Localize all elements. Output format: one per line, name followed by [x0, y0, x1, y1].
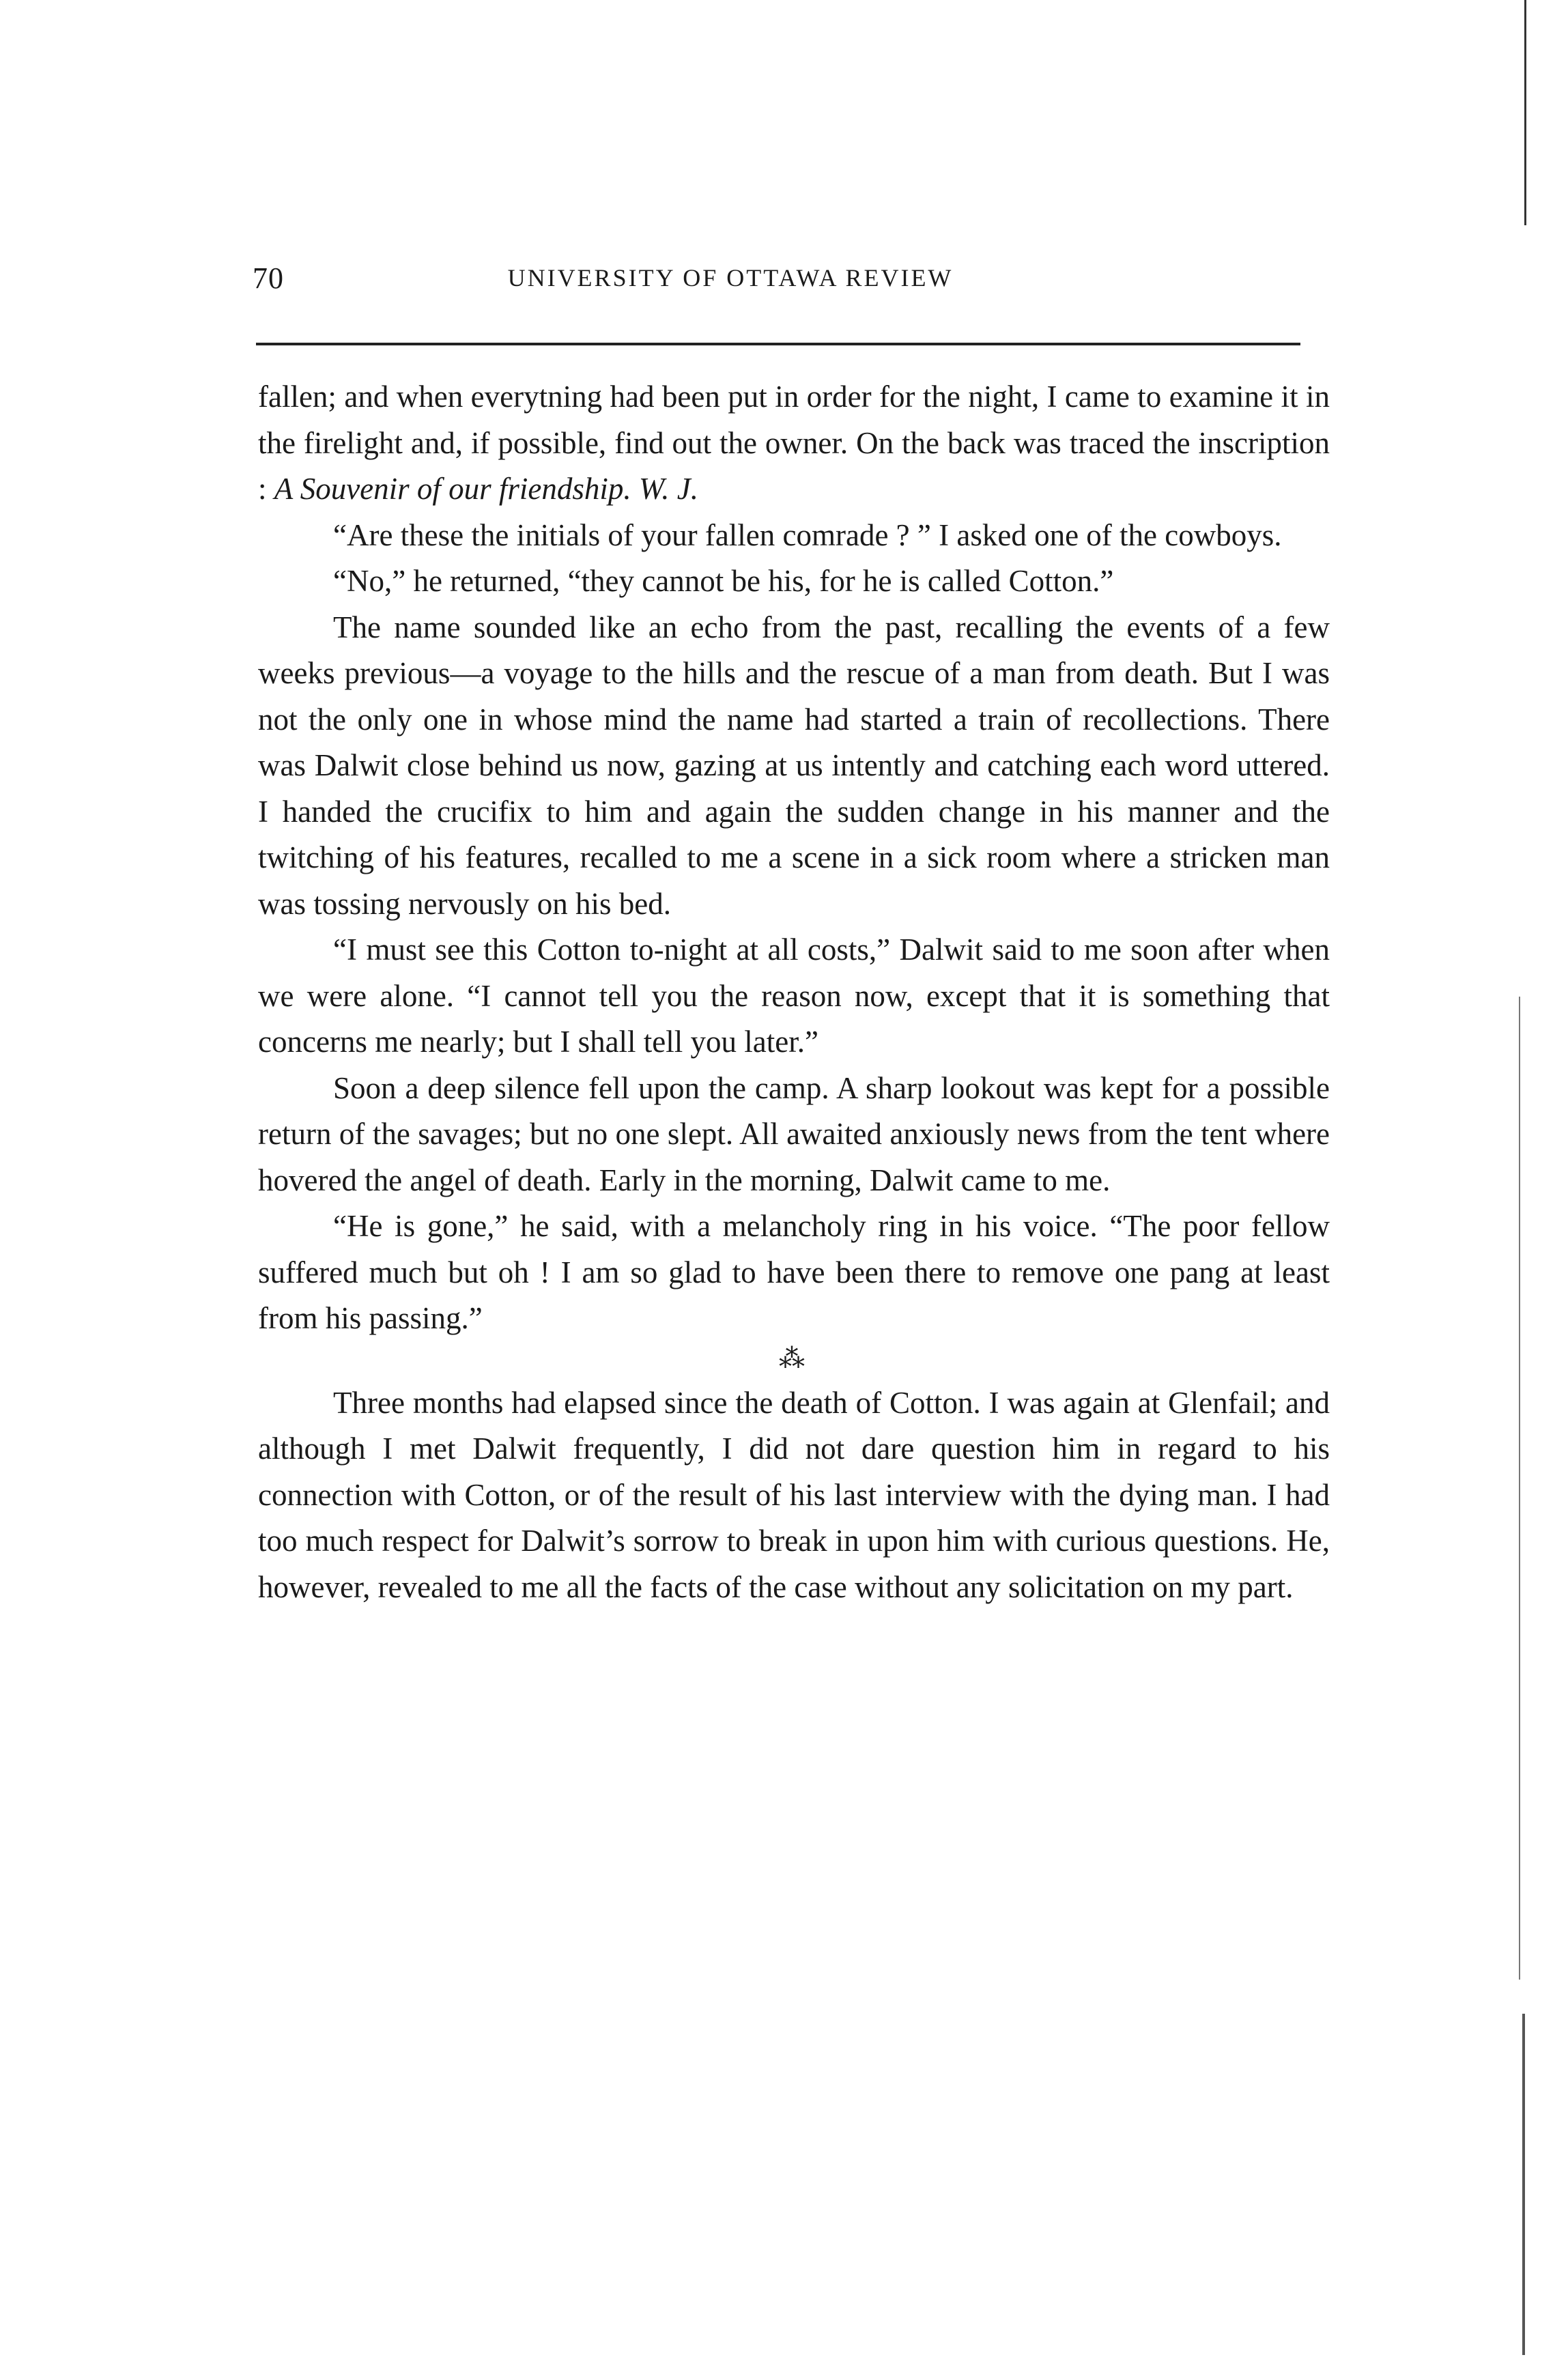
paragraph-2: “Are these the initials of your fallen comrade ? ” I asked one of the cowboys.	[333, 517, 1282, 552]
page-number: 70	[253, 261, 284, 295]
running-head: UNIVERSITY OF OTTAWA REVIEW	[507, 264, 954, 291]
paragraph-1: fallen; and when everytning had been put in order for the night, I came to examine it in the firelight and, if possible, find out the owner. On the back was traced the inscription : A Souvenir of our friendship. W. J.	[258, 380, 1330, 506]
paragraph-5: “I must see this Cotton to-night at all costs,” Dalwit said to me soon after when we were alone. “I cannot tell you the reason now, except that it is something that concerns me nearly; but I shall tell you later.”	[258, 932, 1330, 1059]
body-text	[258, 374, 1330, 1610]
scan-edge-mark	[1524, 0, 1526, 225]
header-rule	[256, 343, 1300, 345]
inscription-text: A Souvenir of our friendship. W. J.	[274, 472, 698, 506]
paragraph-6: Soon a deep silence fell upon the camp. A sharp lookout was kept for a possible return of the savages; but no one slept. All awaited anxiously news from the tent where hovered the angel of death. Early in the morning, Dalwit came to me.	[258, 1070, 1330, 1197]
paragraph-3: “No,” he returned, “they cannot be his, for he is called Cotton.”	[333, 564, 1114, 598]
paragraph-4: The name sounded like an echo from the past, recalling the events of a few weeks previous—a voyage to the hills and the rescue of a man from death. But I was not the only one in whose mind the name had started a train of recollections. There was Dalwit close behind us now, gazing at us intently and catching each word uttered. I handed the crucifix to him and again the sudden change in his manner and the twitching of his features, recalled to me a scene in a sick room where a stricken man was tossing nervously on his bed.	[258, 610, 1330, 921]
paragraph-7: “He is gone,” he said, with a melancholy ring in his voice. “The poor fellow suffered much but oh ! I am so glad to have been there to remove one pang at least from his passing.”	[258, 1209, 1330, 1335]
paragraph-8: Three months had elapsed since the death of Cotton. I was again at Glenfail; and although I met Dalwit frequently, I did not dare question him in regard to his connection with Cotton, or of the result of his last interview with the dying man. I had too much respect for Dalwit’s sorrow to break in upon him with curious questions. He, however, revealed to me all the facts of the case without any solicitation on my part.	[258, 1385, 1330, 1604]
section-break-asterism: ⁂	[779, 1344, 809, 1373]
page-header	[253, 261, 1311, 302]
scan-edge-mark	[1519, 997, 1520, 1980]
scan-edge-mark	[1522, 2014, 1525, 2355]
